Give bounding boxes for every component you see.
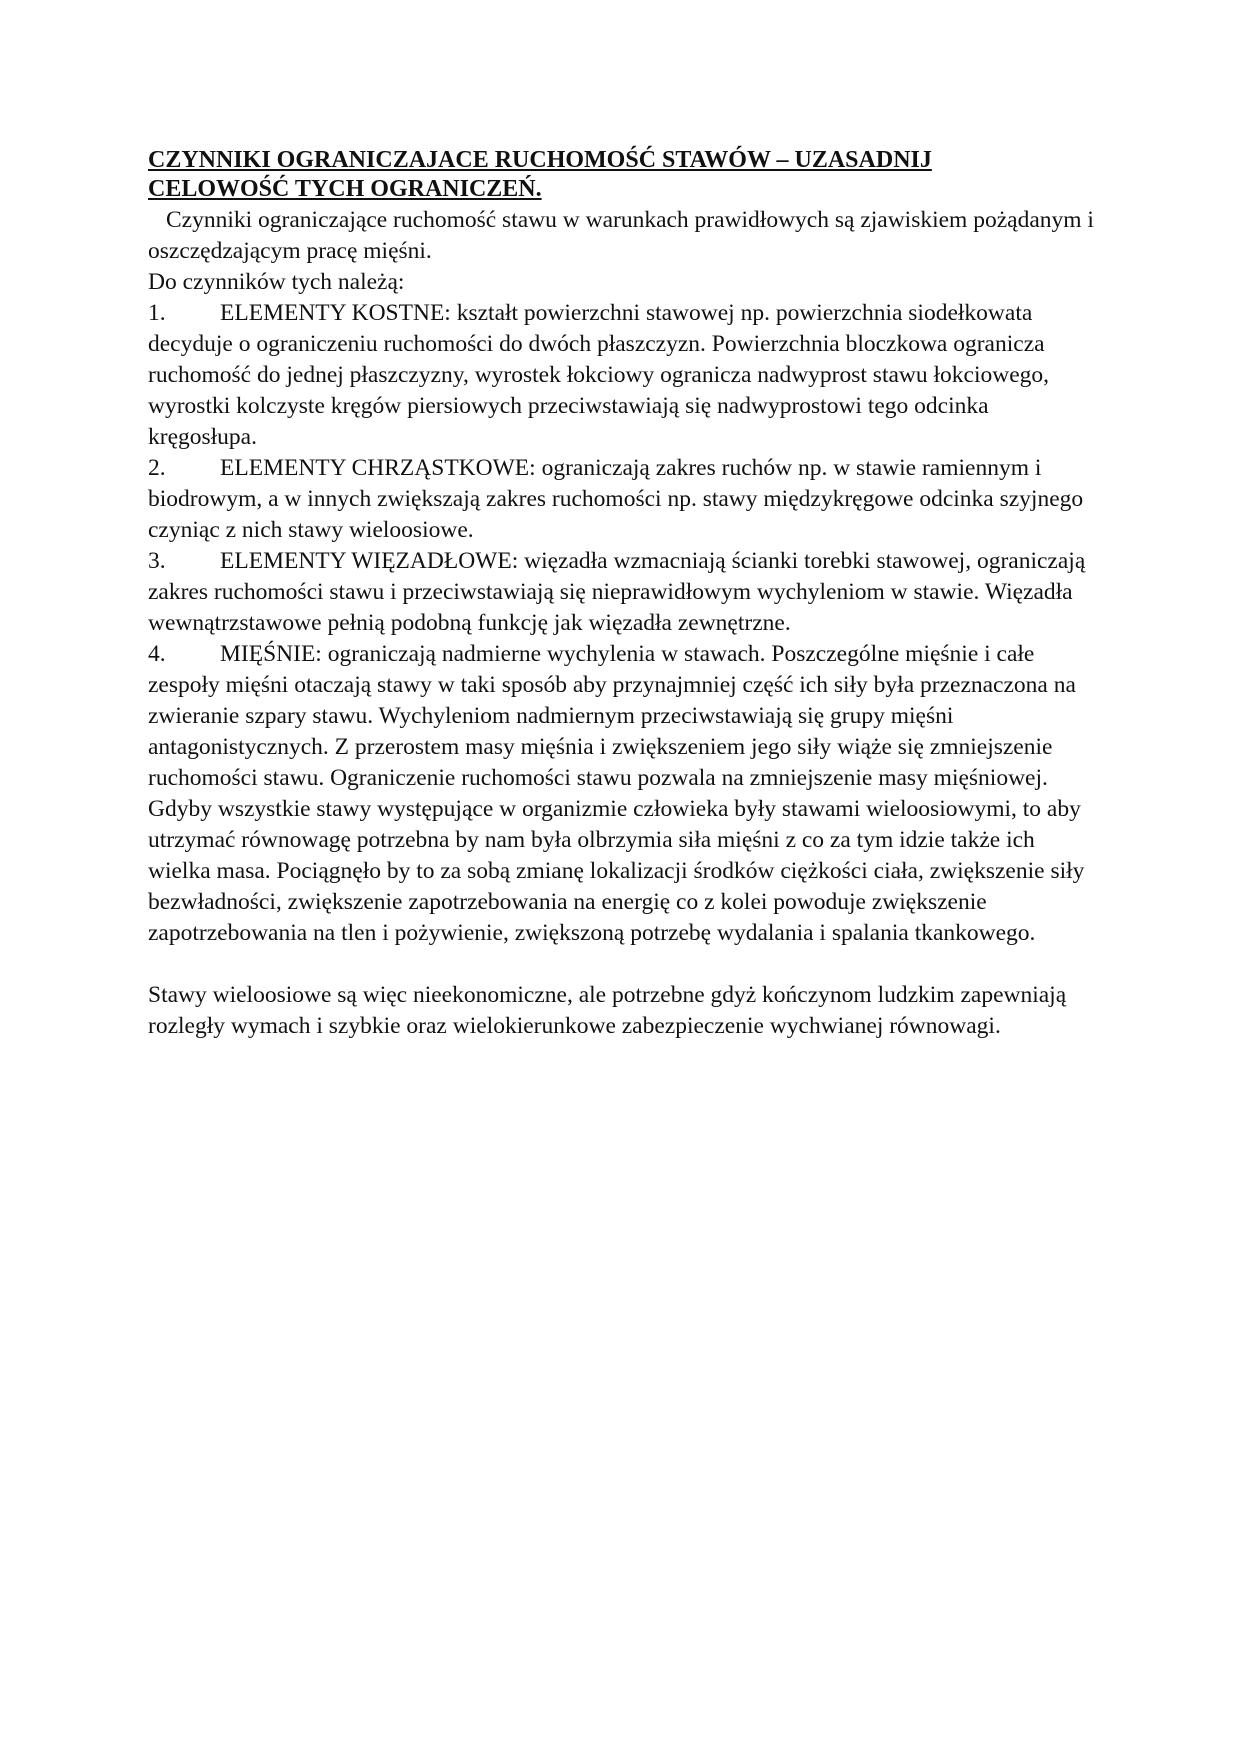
list-item — [148, 639, 1098, 949]
document-title — [148, 146, 1098, 204]
conclusion-paragraph: Stawy wieloosiowe są więc nieekonomiczne, ale potrzebne gdyż kończynom ludzkim zapewniają rozległy wymach i szybkie oraz wielokierunkowe zabezpieczenie wychwianej równowagi. — [148, 982, 1067, 1039]
list-item-number: 3. — [148, 548, 166, 574]
list-item — [148, 453, 1098, 546]
title-line-1: CZYNNIKI OGRANICZAJACE RUCHOMOŚĆ STAWÓW – UZASADNIJ — [148, 147, 932, 173]
list-item-number: 1. — [148, 300, 166, 326]
list-item — [148, 298, 1098, 453]
list-item-text: ELEMENTY WIĘZADŁOWE: więzadła wzmacniają ścianki torebki stawowej, ograniczają zakres ruchomości stawu i przeciwstawiają się nieprawidłowym wychyleniom w stawie. Więzadła wewnątrzstawowe pełnią podobną funkcję jak więzadła zewnętrzne. — [148, 548, 1086, 636]
list-item-text: MIĘŚNIE: ograniczają nadmierne wychylenia w stawach. Poszczególne mięśnie i całe zespoły mięśni otaczają stawy w taki sposób aby przynajmniej część ich siły była przeznaczona na zwieranie szpary stawu. Wychyleniom nadmiernym przeciwstawiają się grupy mięśni antagonistycznych. Z przerostem masy mięśnia i zwiększeniem jego siły wiąże się zmniejszenie ruchomości stawu. Ograniczenie ruchomości stawu pozwala na zmniejszenie masy mięśniowej. Gdyby wszystkie stawy występujące w organizmie człowieka były stawami wieloosiowymi, to aby utrzymać równowagę potrzebna by nam była olbrzymia siła mięśni z co za tym idzie także ich wielka masa. Pociągnęło by to za sobą zmianę lokalizacji środków ciężkości ciała, zwiększenie siły bezwładności, zwiększenie zapotrzebowania na energię co z kolei powoduje zwiększenie zapotrzebowania na tlen i pożywienie, zwiększoną potrzebę wydalania i spalania tkankowego. — [148, 641, 1085, 946]
list-item-text: ELEMENTY CHRZĄSTKOWE: ograniczają zakres ruchów np. w stawie ramiennym i biodrowym, a w innych zwiększają zakres ruchomości np. stawy międzykręgowe odcinka szyjnego czyniąc z nich stawy wieloosiowe. — [148, 455, 1084, 543]
title-line-2: CELOWOŚĆ TYCH OGRANICZEŃ. — [148, 176, 542, 202]
list-item-text: ELEMENTY KOSTNE: kształt powierzchni stawowej np. powierzchnia siodełkowata decyduje o ograniczeniu ruchomości do dwóch płaszczyzn. Powierzchnia bloczkowa ogranicza ruchomość do jednej płaszczyzny, wyrostek łokciowy ogranicza nadwyprost stawu łokciowego, wyrostki kolczyste kręgów piersiowych przeciwstawiają się nadwyprostowi tego odcinka kręgosłupa. — [148, 300, 1050, 450]
paragraph-gap — [148, 949, 1098, 980]
list-lead: Do czynników tych należą: — [148, 269, 405, 295]
factor-list — [148, 298, 1098, 949]
list-item-number: 2. — [148, 455, 166, 481]
document-page — [148, 146, 1098, 1042]
intro-paragraph: Czynniki ograniczające ruchomość stawu w warunkach prawidłowych są zjawiskiem pożądanym i oszczędzającym pracę mięśni. — [148, 207, 1094, 264]
list-item — [148, 546, 1098, 639]
list-item-number: 4. — [148, 641, 166, 667]
